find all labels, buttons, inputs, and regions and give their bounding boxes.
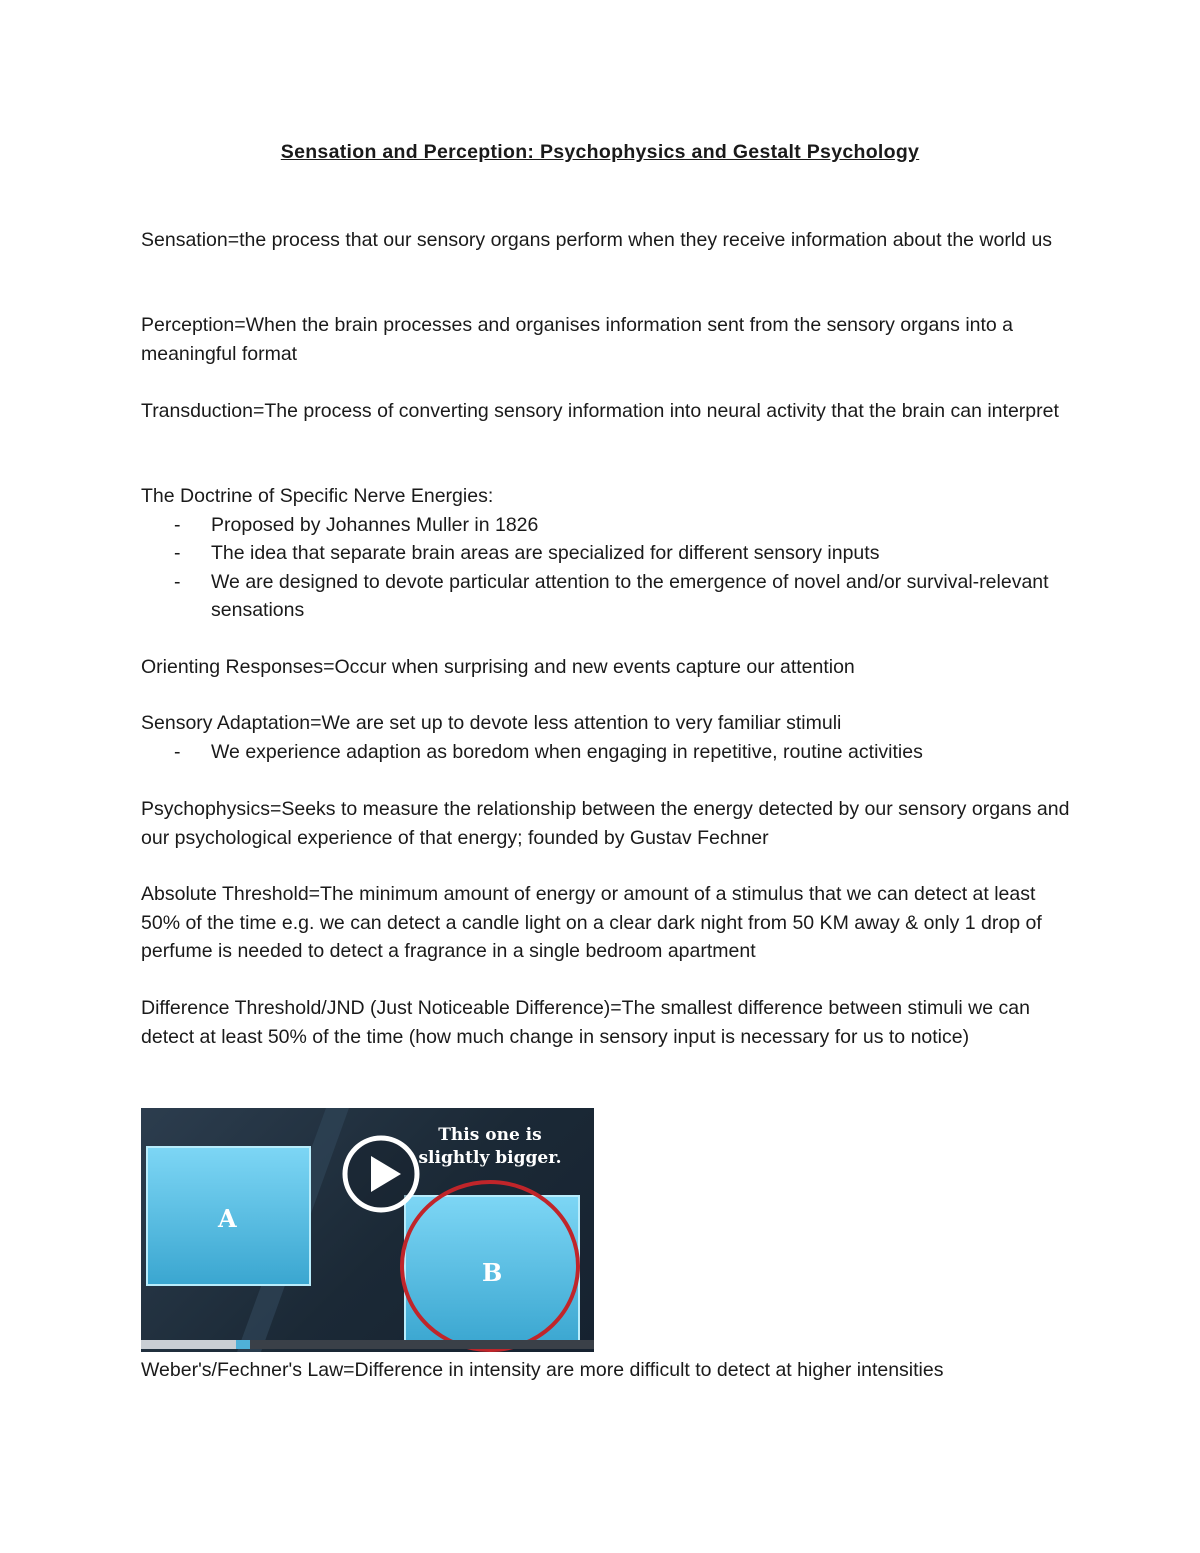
difference-threshold-definition: Difference Threshold/JND (Just Noticeable Difference)=The smallest difference between stimuli we can detect at least 50% of the time (how much change in sensory input is necessary for us to notice) xyxy=(141,997,1030,1048)
list-item-text: We are designed to devote particular attention to the emergence of novel and/or survival-relevant sensations xyxy=(211,570,1049,621)
video-caption: This one is slightly bigger. xyxy=(418,1125,562,1168)
list-item-text: Proposed by Johannes Muller in 1826 xyxy=(211,513,539,536)
list-item: - We are designed to devote particular attention to the emergence of novel and/or survival-relevant sensations xyxy=(174,570,1049,621)
orienting-responses-definition: Orienting Responses=Occur when surprising and new events capture our attention xyxy=(141,656,855,678)
video-progress-bar[interactable] xyxy=(141,1340,594,1349)
list-item-text: The idea that separate brain areas are specialized for different sensory inputs xyxy=(211,542,880,564)
page-title: Sensation and Perception: Psychophysics and Gestalt Psychology xyxy=(280,141,920,163)
adaptation-bullet-list xyxy=(141,738,1071,767)
play-button[interactable] xyxy=(341,1134,421,1214)
video-progress-fill xyxy=(141,1340,236,1349)
absolute-threshold-definition: Absolute Threshold=The minimum amount of energy or amount of a stimulus that we can detect at least 50% of the time e.g. we can detect a candle light on a clear dark night from 50 KM away & only 1 drop of perfume is needed to detect a fragrance in a single bedroom apartment xyxy=(141,883,1042,962)
doctrine-bullet-list xyxy=(141,511,1071,625)
list-item: - We experience adaption as boredom when engaging in repetitive, routine activities xyxy=(174,740,923,763)
sensation-definition: Sensation=the process that our sensory organs perform when they receive information about the world us xyxy=(141,229,1053,251)
list-item-text: We experience adaption as boredom when engaging in repetitive, routine activities xyxy=(211,740,923,763)
play-icon xyxy=(341,1134,421,1214)
perception-definition: Perception=When the brain processes and organises information sent from the sensory organs into a meaningful format xyxy=(141,314,1014,365)
psychophysics-definition: Psychophysics=Seeks to measure the relationship between the energy detected by our sensory organs and our psychological experience of that energy; founded by Gustav Fechner xyxy=(141,798,1070,849)
doctrine-section xyxy=(141,482,1071,625)
doctrine-heading: The Doctrine of Specific Nerve Energies: xyxy=(141,485,494,507)
list-item: - Proposed by Johannes Muller in 1826 xyxy=(174,513,539,536)
transduction-definition: Transduction=The process of converting sensory information into neural activity that the brain can interpret xyxy=(141,400,1059,422)
adaptation-heading: Sensory Adaptation=We are set up to devote less attention to very familiar stimuli xyxy=(141,712,842,734)
adaptation-section xyxy=(141,709,1071,766)
list-item: - The idea that separate brain areas are specialized for different sensory inputs xyxy=(174,542,880,564)
box-b-label: B xyxy=(482,1258,503,1287)
video-buffer-bar xyxy=(236,1340,250,1349)
webers-law-definition: Weber's/Fechner's Law=Difference in intensity are more difficult to detect at higher intensities xyxy=(141,1359,944,1381)
box-a-label: A xyxy=(218,1204,237,1233)
